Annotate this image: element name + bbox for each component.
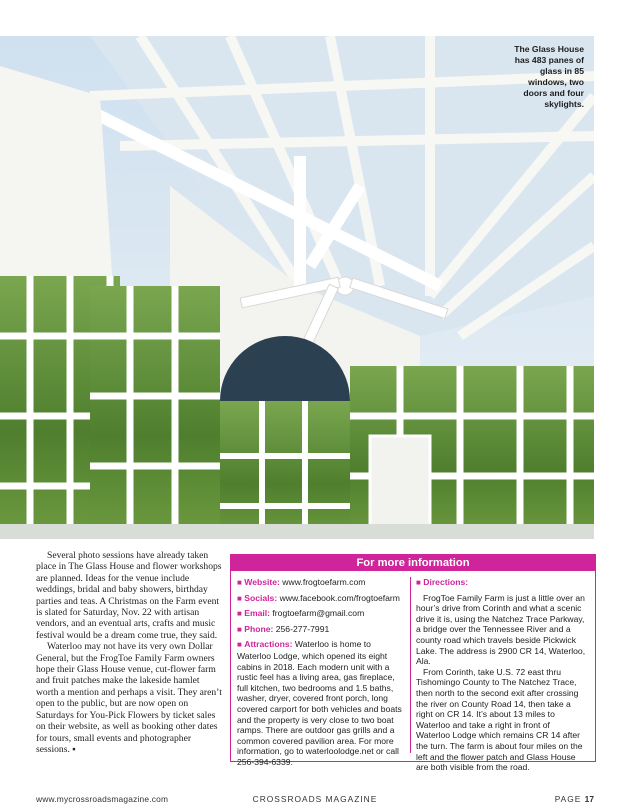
directions-label: Directions: (423, 577, 469, 587)
article-body-column (36, 550, 222, 755)
attractions-label: Attractions: (244, 639, 293, 650)
phone-entry (237, 624, 405, 636)
email-label: Email: (244, 608, 271, 619)
email-link[interactable]: frogtoefarm@gmail.com (272, 608, 365, 619)
page-label: PAGE (554, 794, 582, 804)
socials-link[interactable]: www.facebook.com/frogtoefarm (279, 592, 400, 603)
info-box-heading: For more information (231, 555, 595, 571)
square-bullet-icon: ■ (237, 640, 242, 650)
info-contacts-column (237, 577, 405, 772)
footer-website[interactable]: www.mycrossroadsmagazine.com (36, 794, 169, 804)
directions-heading (416, 577, 586, 589)
square-bullet-icon: ■ (237, 624, 242, 634)
square-bullet-icon: ■ (237, 578, 242, 587)
socials-label: Socials: (244, 592, 278, 603)
email-entry (237, 608, 405, 620)
page-number: 17 (584, 794, 594, 804)
square-bullet-icon: ■ (237, 593, 242, 603)
column-divider (410, 577, 411, 753)
square-bullet-icon: ■ (416, 578, 421, 587)
square-bullet-icon: ■ (237, 609, 242, 619)
attractions-entry (237, 639, 405, 767)
phone-label: Phone: (244, 623, 274, 634)
glass-house-interior-photo (0, 36, 594, 539)
directions-paragraph: From Corinth, take U.S. 72 east thru Tishomingo County to The Natchez Trace, then north to the second exit after crossing the river on County Road 14, then take a right on CR 14. It’s about 13 miles to Waterloo and take a right in front of Waterloo Lodge which remains CR 14 after the turn. The farm is about four miles on the left and the flower patch and Glass House are both visible from the road. (416, 666, 583, 773)
article-paragraph: Waterloo may not have its very own Dollar General, but the FrogToe Family Farm owners hope their Glass House venue, cut-flower farm and fruit patches make the lakeside hamlet worth a mention and perhaps a visit. They aren’t open to the public, but are now open on Saturdays for You-Pick Flowers by ticket sales on their website, as well as booking other dates for tours, small events and photographer sessions. ▪ (36, 641, 222, 755)
socials-entry (237, 593, 405, 605)
more-information-box (230, 554, 596, 773)
article-paragraph: Several photo sessions have already taken place in The Glass House and flower workshops are planned. Ideas for the venue include weddings, bridal and baby showers, birthday parties and teas. A Christmas on the Farm event is slated for Saturday, Nov. 22 with artisan vendors, and an eventual arts, crafts and music festival would be a dream come true, they said. (36, 550, 222, 641)
footer-magazine-name: CROSSROADS MAGAZINE (252, 794, 378, 804)
footer-page-number (555, 794, 594, 804)
photo-illustration (0, 36, 594, 539)
website-entry (237, 577, 405, 589)
website-label: Website: (244, 577, 280, 587)
directions-column (416, 577, 586, 773)
attractions-text: Waterloo is home to Waterloo Lodge, which opened its eight cabins in 2018. Each modern unit with a rustic feel has a living area, gas fireplace, full kitchen, two bedrooms and 1.5 baths, washer, dryer, covered front porch, long covered carport for both vehicles and boats and the property is very close to two boat ramps. There are outdoor gas grills and a common covered pavilion area. For more information, go to waterloolodge.net or call 256-394-6339. (237, 639, 402, 767)
website-link[interactable]: www.frogtoefarm.com (282, 577, 366, 587)
photo-caption: The Glass House has 483 panes of glass in 85 windows, two doors and four skylights. (514, 44, 584, 109)
directions-paragraph: FrogToe Family Farm is just a little over an hour’s drive from Corinth and what a scenic drive it is, using the Natchez Trace Parkway, a bridge over the Tennessee River and a county road which travels beside Pickwick Lake. The address is 2900 CR 14, Waterloo, Ala. (416, 592, 586, 667)
phone-number[interactable]: 256-277-7991 (275, 623, 330, 634)
